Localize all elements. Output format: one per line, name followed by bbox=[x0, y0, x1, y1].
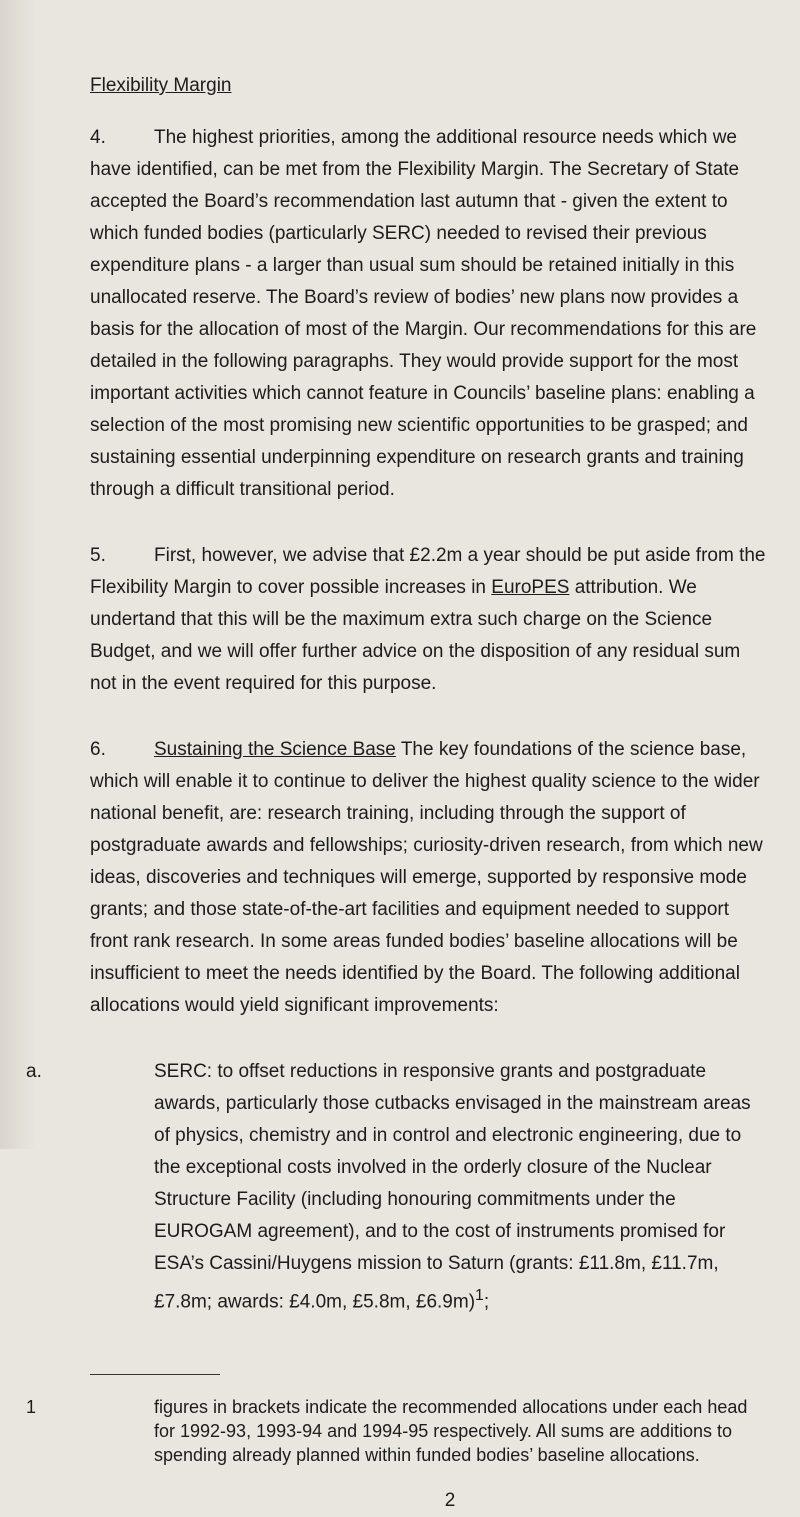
binding-edge bbox=[0, 0, 36, 1149]
footnote-ref: 1 bbox=[475, 1287, 484, 1304]
page-number: 2 bbox=[444, 1490, 456, 1512]
paragraph-number: 5. bbox=[90, 545, 106, 566]
subitem-text: SERC: to offset reductions in responsive grants and postgraduate awards, particularly those cutbacks envisaged in the mainstream areas of physics, chemistry and in control and electronic engineering, due to the exceptional costs involved in the orderly closure of the Nuclear Structure Facility (including honouring commitments under the EUROGAM agreement), and to the cost of instruments promised for ESA’s Cassini/Huygens mission to Saturn (grants: £11.8m, £11.7m, £7.8m; awards: £4.0m, £5.8m, £6.9m) bbox=[154, 1061, 751, 1313]
paragraph-text: The highest priorities, among the additional resource needs which we have identified, can be met from the Flexibility Margin. The Secretary of State accepted the Board’s recommendation last autumn that - given the extent to which funded bodies (particularly SERC) needed to revised their previous expenditure plans - a larger than usual sum should be retained initially in this unallocated reserve. The Board’s review of bodies’ new plans now provides a basis for the allocation of most of the Margin. Our recommendations for this are detailed in the following paragraphs. They would provide support for the most important activities which cannot feature in Councils’ baseline plans: enabling a selection of the most promising new scientific opportunities to be grasped; and sustaining essential underpinning expenditure on research grants and training through a difficult transitional period. bbox=[90, 127, 757, 500]
footnote-number: 1 bbox=[26, 1397, 37, 1418]
paragraph-text: The key foundations of the science base, which will enable it to continue to deliver the highest quality science to the wider national benefit, are: research training, including through the support of postgraduate awards and fellowships; curiosity-driven research, from which new ideas, discoveries and techniques will emerge, supported by responsive mode grants; and those state-of-the-art facilities and equipment needed to support front rank research. In some areas funded bodies’ baseline allocations will be insufficient to meet the needs identified by the Board. The following additional allocations would yield significant improvements: bbox=[90, 739, 763, 1016]
subitem-letter: a. bbox=[26, 1061, 42, 1082]
paragraph-number: 6. bbox=[90, 739, 106, 760]
subitem-a bbox=[26, 1056, 770, 1318]
europes-term: EuroPES bbox=[491, 577, 570, 598]
footnote-rule bbox=[90, 1374, 220, 1375]
subitem-end: ; bbox=[483, 1291, 490, 1313]
paragraph-5 bbox=[90, 540, 770, 700]
subheading-sustaining: Sustaining the Science Base bbox=[154, 739, 396, 760]
paragraph-number: 4. bbox=[90, 127, 106, 148]
footnote-text: figures in brackets indicate the recommended allocations under each head for 1992-93, 1993-94 and 1994-95 respectively. All sums are additions to spending already planned within funded bodies’ baseline allocations. bbox=[154, 1397, 748, 1466]
footnote bbox=[26, 1395, 770, 1467]
paragraph-text: First, however, we advise that £2.2m a year should be put aside from the Flexibility Margin to cover possible increases in bbox=[90, 545, 766, 598]
paragraph-text-cont: attribution. We undertand that this will be the maximum extra such charge on the Science Budget, and we will offer further advice on the disposition of any residual sum not in the event required for this purpose. bbox=[90, 577, 741, 694]
document-page bbox=[26, 70, 770, 1517]
paragraph-4 bbox=[90, 122, 770, 506]
paragraph-6 bbox=[90, 734, 770, 1022]
section-heading: Flexibility Margin bbox=[90, 75, 232, 96]
